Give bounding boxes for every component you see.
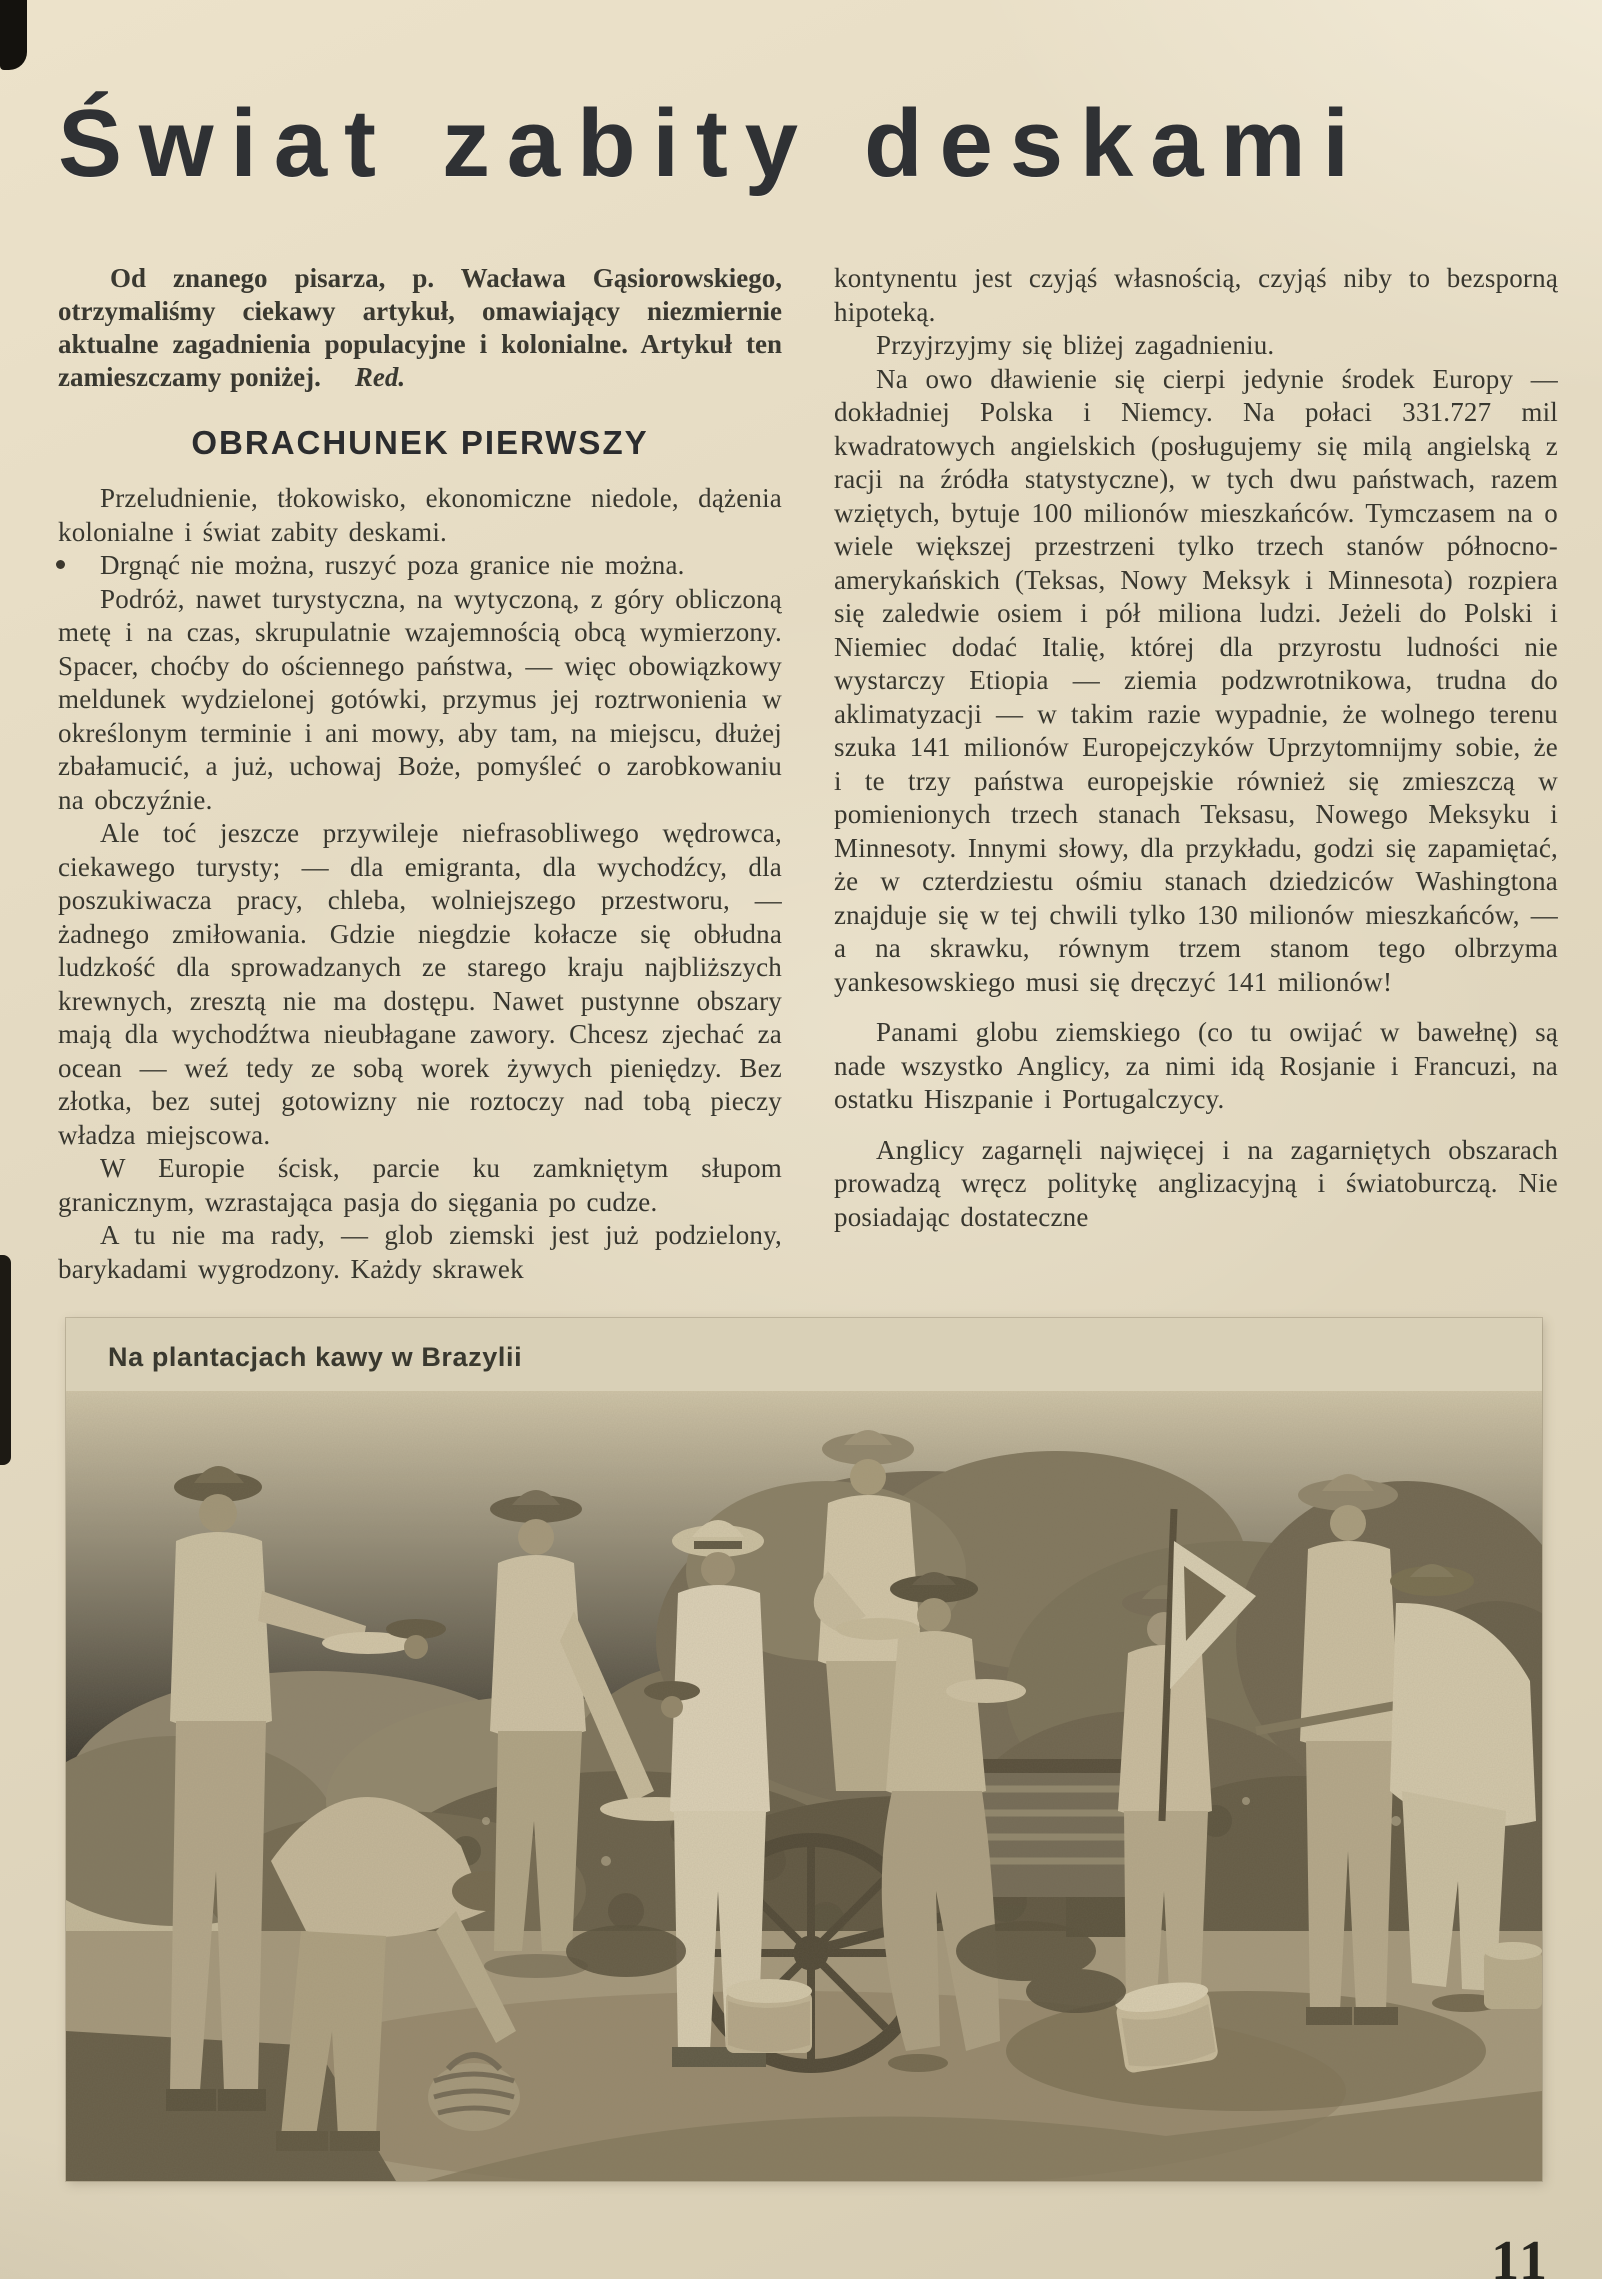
article-title: Świat zabity deskami <box>58 90 1366 198</box>
editorial-intro-text: Od znanego pisarza, p. Wacława Gąsiorowskiego, otrzymaliśmy ciekawy artykuł, omawiający niezmiernie aktualne zagadnienia populacyjne i kolonialne. Artykuł ten zamieszczamy poniżej. <box>58 263 782 393</box>
page-content <box>58 26 1558 1420</box>
body-paragraph: kontynentu jest czyjąś własnością, czyjąś niby to bezsporną hipoteką. <box>834 263 1558 327</box>
body-paragraph: Ale toć jeszcze przywileje niefrasobliwego wędrowca, ciekawego turysty; — dla emigranta, dla wychodźcy, dla poszukiwacza pracy, chleba, wolniejszego przestworu, — żadnego zmiłowania. Gdzie niegdzie kołacze się obłudna ludzkość dla sprowadzanych ze starego kraju najbliższych krewnych, zresztą nie ma dostępu. Nawet pustynne obszary mają dla wychodźtwa nieubłagane zawory. Chcesz zjechać za ocean — weź tedy ze sobą worek żywych pieniędzy. Bez złotka, bez sutej gotowizny nie roztoczy nad tobą pieczy władza miejscowa. <box>58 818 782 1150</box>
body-paragraph: Przeludnienie, tłokowisko, ekonomiczne niedole, dążenia kolonialne i świat zabity deskami. <box>58 483 782 547</box>
body-paragraph: Na owo dławienie się cierpi jedynie środek Europy — dokładniej Polska i Niemcy. Na połaci 331.727 mil kwadratowych angielskich (posługujemy się milą angielską z racji na źródła statystyczne), w tych dwu państwach, razem wziętych, bytuje 100 milionów mieszkańców. Tymczasem na o wiele większej przestrzeni tylko trzech stanów północno-amerykańskich (Teksas, Nowy Meksyk i Minnesota) rozpiera się zaledwie osiem i pół miliona ludzi. Jeżeli do Polski i Niemiec dodać Italię, której dla przyrostu ludności nie wystarczy Etiopia — ziemia podzwrotnikowa, trudna do aklimatyzacji — w takim razie wypadnie, że wolnego terenu szuka 141 milionów Europejczyków Uprzytomnijmy sobie, że i te trzy państwa europejskie również się zmieszczą w pomienionych trzech stanach Teksasu, Nowego Meksyku i Minnesoty. Innymi słowy, dla przykładu, godzi się zapamiętać, że w czterdziestu ośmiu stanach dziedziców Washingtona znajduje się w tej chwili tylko 130 milionów mieszkańców, — a na skrawku, równym trzem stanom tego olbrzyma yankesowskiego musi się dręczyć 141 milionów! <box>834 363 1558 997</box>
body-paragraph: Panami globu ziemskiego (co tu owijać w bawełnę) są nade wszystko Anglicy, za nimi idą Rosjanie i Francuzi, na ostatku Hiszpanie i Portugalczycy. <box>834 1017 1558 1115</box>
body-paragraph: A tu nie ma rady, — glob ziemski jest już podzielony, barykadami wygrodzony. Każdy skrawek <box>58 1220 782 1284</box>
editorial-signature: Red. <box>354 362 406 393</box>
body-paragraph: Przyjrzyjmy się bliżej zagadnieniu. <box>876 330 1275 361</box>
article-columns <box>58 262 1558 1420</box>
binding-ink-blob-mid <box>0 1255 11 1465</box>
photo-caption: Na plantacjach kawy w Brazylii <box>108 1342 523 1372</box>
photo-figure <box>66 1318 1542 2181</box>
body-paragraph: Drgnąć nie można, ruszyć poza granice nie można. <box>100 550 685 581</box>
body-paragraph: Podróż, nawet turystyczna, na wytyczoną, z góry obliczoną metę i na czas, skrupulatnie wzajemnością obcą wymierzony. Spacer, choćby do ościennego państwa, — więc obowiązkowy meldunek wydzielonej gotówki, przymus jej roztrwonienia w określonym terminie i ani mowy, aby tam, na miejscu, dłużej zbałamucić, a już, uchowaj Boże, pomyśleć o zarobkowaniu na obczyźnie. <box>58 583 782 815</box>
coffee-plantation-photo-illustration <box>66 1391 1542 2181</box>
editorial-intro <box>58 262 782 394</box>
body-paragraph: W Europie ścisk, parcie ku zamkniętym słupom granicznym, wzrastająca pasja do sięgania po cudze. <box>58 1153 782 1217</box>
binding-edge <box>0 0 16 2279</box>
page-number: 11 <box>1491 2230 1550 2279</box>
section-heading: OBRACHUNEK PIERWSZY <box>191 424 649 462</box>
left-column <box>58 262 782 1420</box>
body-paragraph: Anglicy zagarnęli najwięcej i na zagarniętych obszarach prowadzą wręcz politykę anglizacyjną i światoburczą. Nie posiadając dostateczne <box>834 1134 1558 1232</box>
binding-ink-blob-top <box>0 0 27 70</box>
right-column <box>834 262 1558 1420</box>
